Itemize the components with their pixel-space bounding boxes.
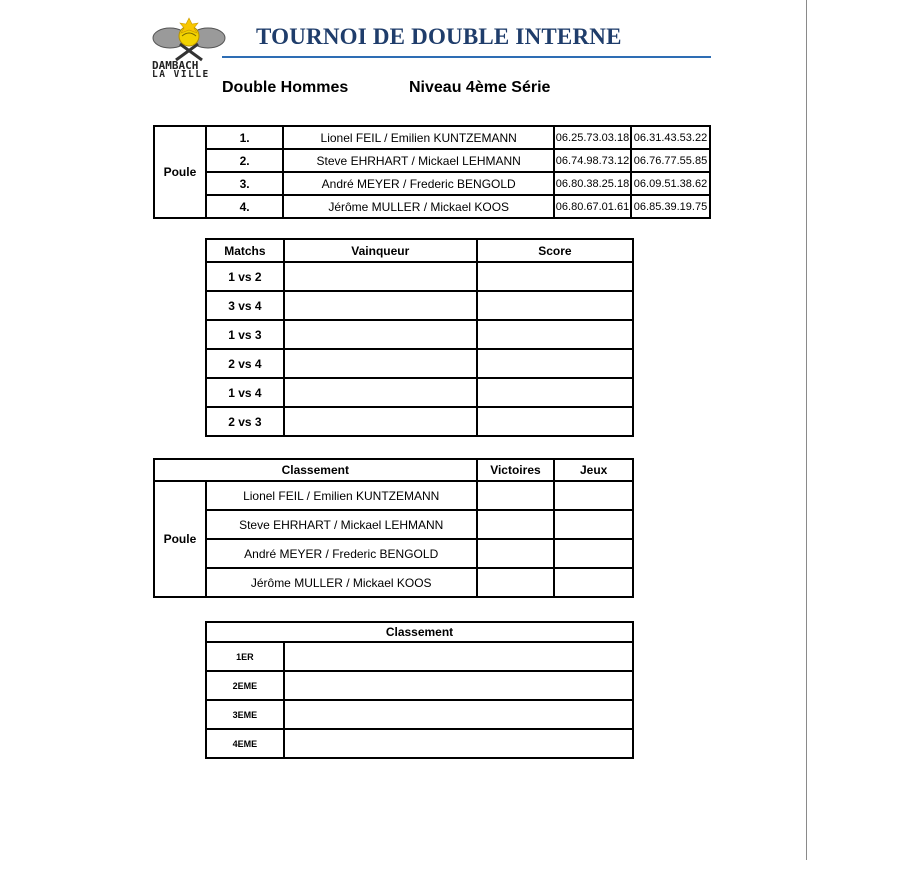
jeux-cell[interactable] <box>554 481 633 510</box>
score-cell[interactable] <box>477 407 633 436</box>
level-label: Niveau 4ème Série <box>409 79 551 96</box>
page-title: TOURNOI DE DOUBLE INTERNE <box>256 24 622 49</box>
jeux-cell[interactable] <box>554 539 633 568</box>
victoires-cell[interactable] <box>477 481 555 510</box>
poule-label: Poule <box>154 481 206 597</box>
club-logo <box>150 14 228 78</box>
team-names: André MEYER / Frederic BENGOLD <box>206 539 477 568</box>
team-phone-2: 06.31.43.53.22 <box>631 126 710 149</box>
team-number: 1. <box>206 126 284 149</box>
table-row <box>206 349 633 378</box>
table-row <box>206 642 633 671</box>
rank-team-cell[interactable] <box>284 671 633 700</box>
rank-team-cell[interactable] <box>284 642 633 671</box>
table-header-row <box>206 622 633 642</box>
rank-team-cell[interactable] <box>284 729 633 758</box>
poule-table <box>153 125 711 219</box>
category-label: Double Hommes <box>222 79 349 96</box>
page-edge-line <box>806 0 807 860</box>
team-names: André MEYER / Frederic BENGOLD <box>283 172 554 195</box>
table-row <box>154 126 710 149</box>
score-cell[interactable] <box>477 291 633 320</box>
table-row <box>154 195 710 218</box>
team-phone-2: 06.76.77.55.85 <box>631 149 710 172</box>
team-phone-1: 06.80.38.25.18 <box>554 172 631 195</box>
table-row <box>154 568 633 597</box>
score-cell[interactable] <box>477 262 633 291</box>
table-row <box>206 729 633 758</box>
col-final-classement: Classement <box>206 622 633 642</box>
table-row <box>206 291 633 320</box>
team-names: Jérôme MULLER / Mickael KOOS <box>206 568 477 597</box>
table-row <box>206 671 633 700</box>
table-row <box>206 320 633 349</box>
title-underline <box>222 56 711 58</box>
rank-label: 3EME <box>206 700 284 729</box>
victoires-cell[interactable] <box>477 568 555 597</box>
rank-label: 2EME <box>206 671 284 700</box>
classement-table <box>153 458 634 598</box>
col-vainqueur: Vainqueur <box>284 239 477 262</box>
rank-label: 4EME <box>206 729 284 758</box>
table-header-row <box>206 239 633 262</box>
match-label: 1 vs 4 <box>206 378 284 407</box>
svg-text:LA VILLE: LA VILLE <box>152 69 210 78</box>
team-names: Jérôme MULLER / Mickael KOOS <box>283 195 554 218</box>
winner-cell[interactable] <box>284 291 477 320</box>
col-score: Score <box>477 239 633 262</box>
team-phone-1: 06.25.73.03.18 <box>554 126 631 149</box>
rank-label: 1ER <box>206 642 284 671</box>
score-cell[interactable] <box>477 320 633 349</box>
team-names: Steve EHRHART / Mickael LEHMANN <box>283 149 554 172</box>
table-row <box>154 172 710 195</box>
score-cell[interactable] <box>477 378 633 407</box>
victoires-cell[interactable] <box>477 539 555 568</box>
team-names: Lionel FEIL / Emilien KUNTZEMANN <box>283 126 554 149</box>
winner-cell[interactable] <box>284 262 477 291</box>
jeux-cell[interactable] <box>554 568 633 597</box>
col-classement: Classement <box>154 459 477 481</box>
winner-cell[interactable] <box>284 349 477 378</box>
team-phone-1: 06.74.98.73.12 <box>554 149 631 172</box>
table-row <box>154 539 633 568</box>
col-jeux: Jeux <box>554 459 633 481</box>
table-row <box>154 481 633 510</box>
match-label: 3 vs 4 <box>206 291 284 320</box>
winner-cell[interactable] <box>284 320 477 349</box>
col-matchs: Matchs <box>206 239 284 262</box>
team-number: 4. <box>206 195 284 218</box>
team-names: Lionel FEIL / Emilien KUNTZEMANN <box>206 481 477 510</box>
table-row <box>206 700 633 729</box>
jeux-cell[interactable] <box>554 510 633 539</box>
table-row <box>206 407 633 436</box>
victoires-cell[interactable] <box>477 510 555 539</box>
team-phone-2: 06.85.39.19.75 <box>631 195 710 218</box>
rank-team-cell[interactable] <box>284 700 633 729</box>
table-row <box>154 149 710 172</box>
table-header-row <box>154 459 633 481</box>
poule-label: Poule <box>154 126 206 218</box>
match-label: 2 vs 4 <box>206 349 284 378</box>
match-label: 2 vs 3 <box>206 407 284 436</box>
col-victoires: Victoires <box>477 459 555 481</box>
team-phone-2: 06.09.51.38.62 <box>631 172 710 195</box>
table-row <box>206 378 633 407</box>
matchs-table <box>205 238 634 437</box>
score-cell[interactable] <box>477 349 633 378</box>
final-ranking-table <box>205 621 634 759</box>
team-number: 3. <box>206 172 284 195</box>
svg-text:DAMBACH: DAMBACH <box>152 59 199 72</box>
match-label: 1 vs 2 <box>206 262 284 291</box>
winner-cell[interactable] <box>284 378 477 407</box>
table-row <box>154 510 633 539</box>
match-label: 1 vs 3 <box>206 320 284 349</box>
team-number: 2. <box>206 149 284 172</box>
team-names: Steve EHRHART / Mickael LEHMANN <box>206 510 477 539</box>
winner-cell[interactable] <box>284 407 477 436</box>
team-phone-1: 06.80.67.01.61 <box>554 195 631 218</box>
table-row <box>206 262 633 291</box>
